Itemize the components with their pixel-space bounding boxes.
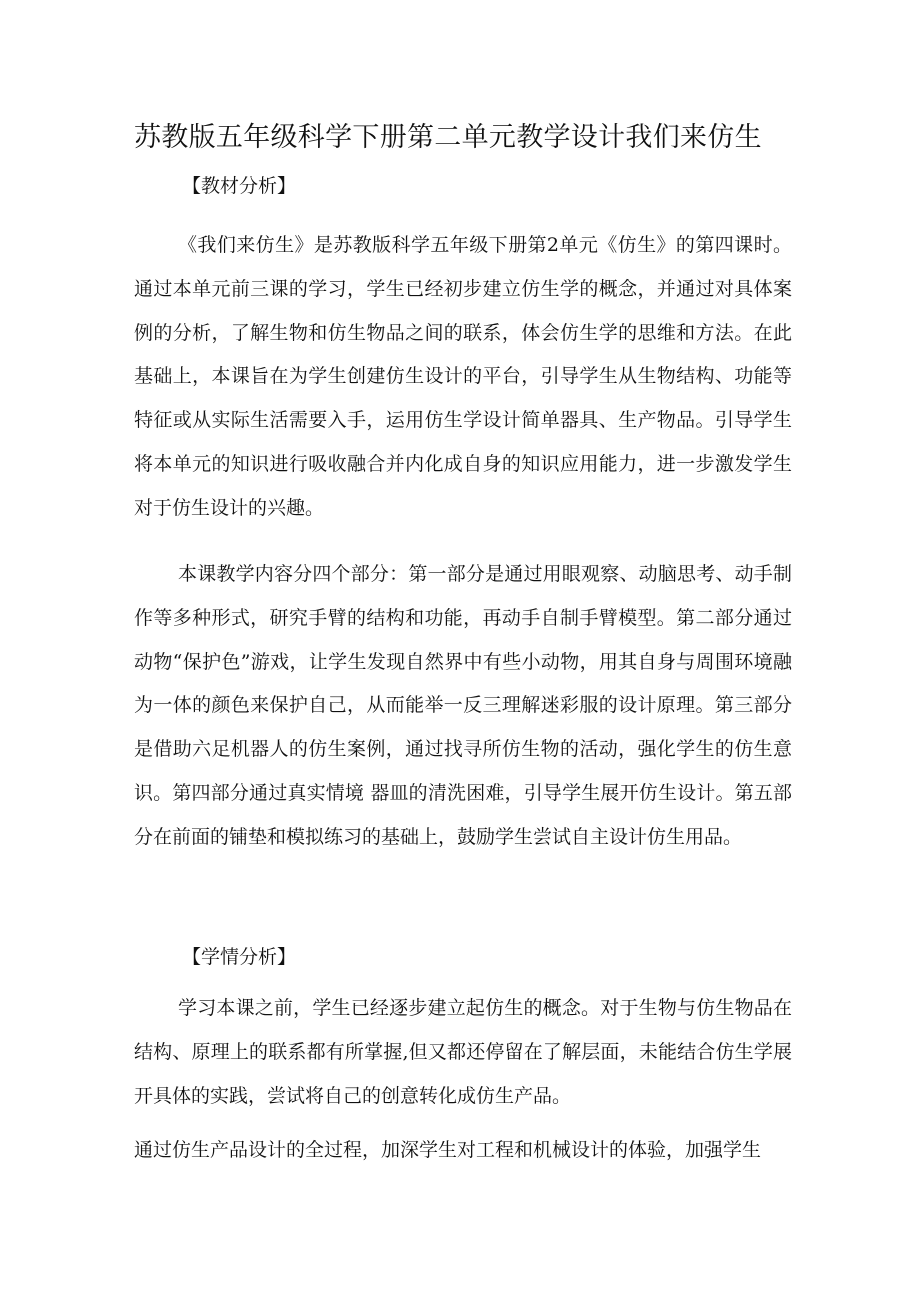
paragraph-student-analysis-2: 通过仿生产品设计的全过程，加深学生对工程和机械设计的体验，加强学生 [134,1139,762,1161]
paragraph-textbook-analysis-2: 本课教学内容分四个部分：第一部分是通过用眼观察、动脑思考、动手制作等多种形式，研究手臂的结构和功能，再动手自制手臂模型。第二部分通过动物“保护色”游戏，让学生发现自然界中有些小动物，用其自身与周围环境融为一体的颜色来保护自己，从而能举一反三理解迷彩服的设计原理。第三部分是借助六足机器人的仿生案例，通过找寻所仿生物的活动，强化学生的仿生意识。第四部分通过真实情境 器皿的清洗困难，引导学生展开仿生设计。第五部分在前面的铺垫和模拟练习的基础上，鼓励学生尝试自主设计仿生用品。 [134,563,792,848]
paragraph-textbook-analysis-1: 《我们来仿生》是苏教版科学五年级下册第2单元《仿生》的第四课时。通过本单元前三课的学习，学生已经初步建立仿生学的概念，并通过对具体案例的分析，了解生物和仿生物品之间的联系，体会仿生学的思维和方法。在此基础上，本课旨在为学生创建仿生设计的平台，引导学生从生物结构、功能等特征或从实际生活需要入手，运用仿生学设计简单器具、生产物品。引导学生将本单元的知识进行吸收融合并内化成自身的知识应用能力，进一步激发学生对于仿生设计的兴趣。 [134,234,792,519]
paragraph-student-analysis-1: 学习本课之前，学生已经逐步建立起仿生的概念。对于生物与仿生物品在结构、原理上的联系都有所掌握,但又都还停留在了解层面，未能结合仿生学展开具体的实践，尝试将自己的创意转化成仿生产品。 [134,997,792,1107]
section-heading-student-analysis: 【学情分析】 [182,946,297,968]
document-title: 苏教版五年级科学下册第二单元教学设计我们来仿生 [134,122,762,153]
section-heading-textbook-analysis: 【教材分析】 [182,175,297,197]
